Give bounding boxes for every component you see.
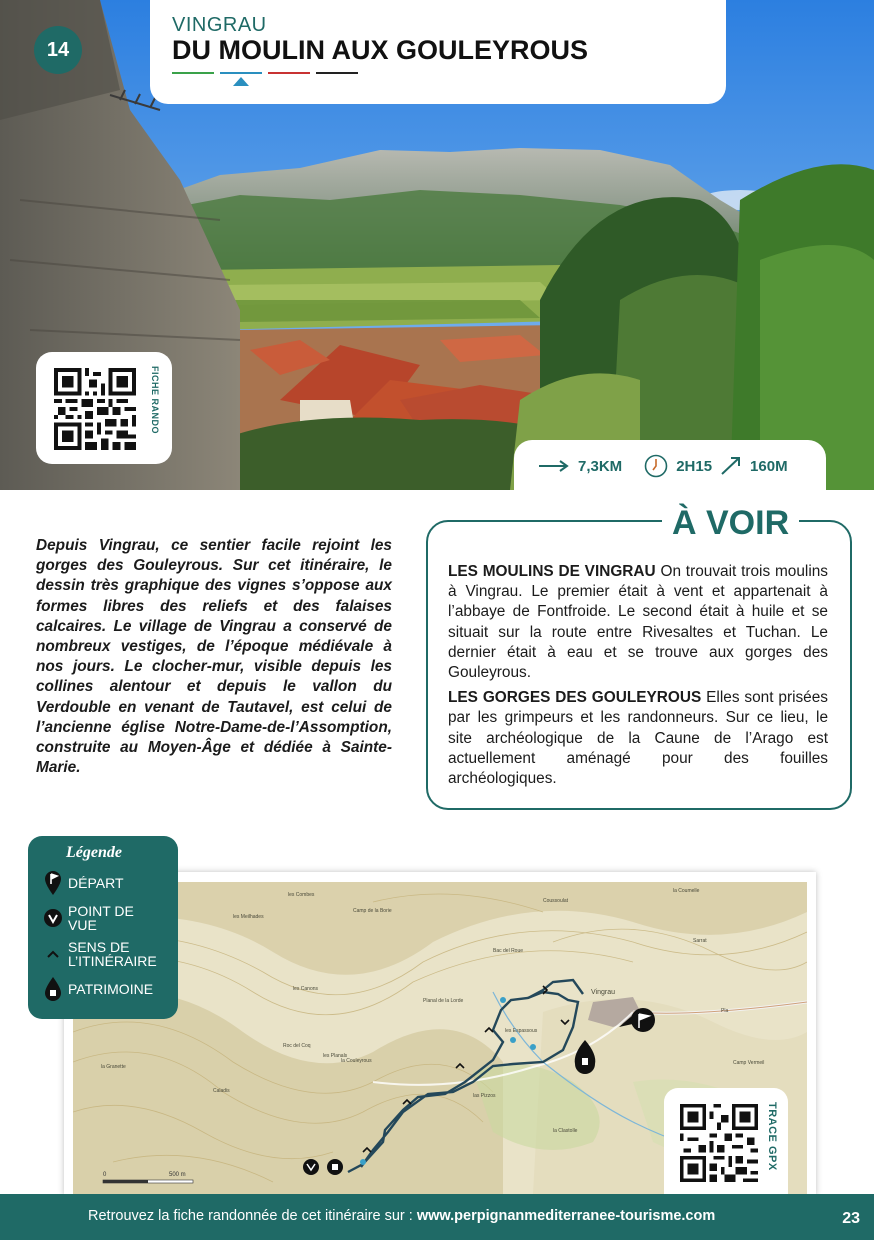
clock-icon	[644, 454, 668, 478]
a-voir-content	[448, 562, 828, 794]
map-label: Bac del Roue	[493, 948, 524, 954]
map-label: Camp de la Borie	[353, 908, 392, 914]
map-label: les Espassous	[505, 1028, 538, 1034]
arrow-right-icon	[538, 459, 570, 473]
map-label: Planal de la Lorde	[423, 998, 464, 1004]
map-label: Roc del Coq	[283, 1043, 311, 1049]
scale-label: 500 m	[169, 1172, 186, 1178]
a-voir-item-heading: LES GORGES DES GOULEYROUS	[448, 689, 702, 707]
village-name: VINGRAU	[172, 14, 267, 36]
legend-item	[38, 904, 178, 932]
legend-label: POINT DE VUE	[68, 903, 134, 933]
stripe-black	[316, 72, 358, 74]
map-label: la Granette	[101, 1064, 126, 1070]
route-number-badge: 14	[34, 26, 82, 74]
map-label-vingrau: Vingrau	[591, 989, 616, 996]
map-legend	[28, 836, 178, 1019]
page-number: 23	[842, 1210, 860, 1227]
a-voir-item-text: On trouvait trois moulins à Vingrau. Le premier était à vent et appartenait à l’abbaye de Fontfroide. Le second était à huile et se situait sur la route entre Rivesaltes et Tuchan. Le dernier était à eau et se trouve aux gorges des Gouleyrous.	[448, 563, 828, 682]
legend-label: PATRIMOINE	[68, 981, 154, 997]
footer-url-link[interactable]: www.perpignanmediterranee-tourisme.com	[416, 1208, 716, 1224]
a-voir-item-heading: LES MOULINS DE VINGRAU	[448, 563, 656, 580]
legend-label: SENS DE L’ITINÉRAIRE	[68, 939, 157, 969]
stripe-green	[172, 72, 214, 74]
map-label: la Couleyrous	[341, 1058, 372, 1064]
map-label: les Canons	[293, 986, 319, 992]
a-voir-title: À VOIR	[662, 504, 799, 543]
gpx-label: TRACE GPX	[766, 1102, 778, 1171]
legend-item	[38, 870, 178, 896]
viewpoint-icon	[303, 1159, 319, 1175]
footer	[0, 1194, 874, 1240]
page-title: DU MOULIN AUX GOULEYROUS	[172, 35, 589, 65]
qr-trace-gpx[interactable]	[664, 1088, 788, 1196]
map-label: les Combes	[288, 892, 315, 898]
stripe-blue	[220, 72, 262, 74]
qr-code-icon	[54, 368, 136, 450]
map-label: Sarrat	[693, 938, 707, 944]
a-voir-item	[448, 688, 828, 789]
intro-paragraph: Depuis Vingrau, ce sentier facile rejoint les gorges des Gouleyrous. Sur cet itinéraire, le dessin très graphique des vignes s’oppose aux formes libres des reliefs et des falaises calcaires. Le village de Vingrau a conservé de nombreux vestiges, de l’époque médiévale à nos jours. Le clocher-mur, visible depuis les collines alentour et depuis le vallon du Verdouble en venant de Tautavel, est celui de l’ancienne église Notre-Dame-de-l’Assomption, construite au Moyen-Âge et dédiée à Sainte-Marie.	[36, 537, 392, 777]
a-voir-item-text: Elles sont prisées par les grimpeurs et les randonneurs. Sur ce lieu, le site archéologique de la Caune de l’Arago est actuellement aménagé pour des fouilles archéologiques.	[448, 689, 828, 788]
legend-title: Légende	[66, 844, 122, 861]
footer-caption: Retrouvez la fiche randonnée de cet itinéraire sur :	[88, 1208, 413, 1224]
arrow-up-right-icon	[720, 456, 742, 476]
binoculars-icon	[38, 908, 68, 928]
footer-text	[88, 1208, 715, 1224]
qr-rando-label: FICHE RANDO	[150, 366, 160, 434]
map-label: Pla	[721, 1008, 729, 1014]
map-label: la Clastolle	[553, 1128, 578, 1134]
chevron-up-icon	[38, 949, 68, 959]
legend-label: DÉPART	[68, 875, 124, 891]
legend-item	[38, 940, 178, 968]
map-label: la Coumelle	[673, 888, 700, 894]
stripe-red	[268, 72, 310, 74]
title-card	[150, 0, 726, 104]
stats-bar	[514, 440, 826, 492]
color-stripes	[172, 72, 704, 74]
distance-value: 7,3KM	[578, 457, 623, 475]
qr-fiche-rando[interactable]	[36, 352, 172, 464]
map-label: les Planals	[323, 1053, 348, 1059]
map-label: las Pizzos	[473, 1093, 496, 1099]
map-label: Caladis	[213, 1088, 230, 1094]
legend-item	[38, 976, 178, 1002]
elevation-value: 160M	[750, 457, 788, 475]
a-voir-item	[448, 562, 828, 683]
map-label: Coussoulat	[543, 898, 569, 904]
map-label: Camp Vermeil	[733, 1060, 765, 1066]
map-label: les Meilhades	[233, 914, 264, 920]
flag-pin-icon	[38, 870, 68, 896]
scale-zero: 0	[103, 1172, 107, 1178]
difficulty-marker-icon	[233, 77, 249, 86]
heritage-pin-icon	[38, 976, 68, 1002]
duration-value: 2H15	[676, 457, 713, 475]
qr-code-icon	[680, 1104, 758, 1182]
